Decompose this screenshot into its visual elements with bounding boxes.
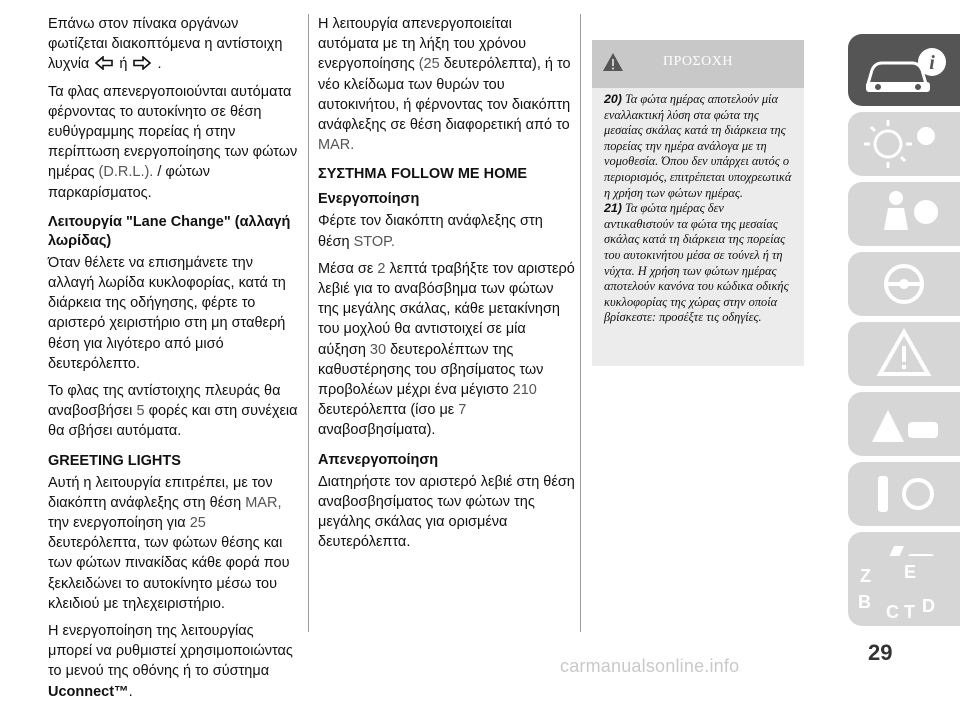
column-divider-right (580, 14, 581, 632)
paragraph-greeting-lights: Αυτή η λειτουργία επιτρέπει, με τον διακόπτη ανάφλεξης στη θέση MAR, την ενεργοποίηση για 25 δευτερόλεπτα, των φώτων θέσης και των φώτων πινακίδας κάθε φορά που ξεκλειδώνει το αυτοκίνητο μέσω του κλειδιού με τηλεχειριστήριο. (48, 474, 290, 612)
breakdown-icon (848, 392, 960, 456)
caution-note-21: 21) Τα φώτα ημέρας δεν αντικαθιστούν τα φώτα της μεσαίας σκάλας κατά τη διάρκεια της πορείας του αυτοκινήτου μέσα σε τούνελ ή τη νύχτα. Η χρήση των φώτων ημέρας αποτελούν κανόνα του κώδικα οδικής κυκλοφορίας της χώρας στην οποία βρίσκεστε: προσέξτε τις οδηγίες. (604, 201, 789, 325)
caution-header (592, 40, 804, 88)
caution-body (592, 88, 804, 326)
paragraph-indicator-lamp: Επάνω στον πίνακα οργάνων φωτίζεται διακοπτόμενα η αντίστοιχη λυχνία ή . (48, 16, 283, 73)
watermark: carmanualsonline.info (560, 656, 740, 676)
airbag-seatbelt-icon (848, 182, 960, 246)
paragraph-follow-me-timing: Μέσα σε 2 λεπτά τραβήξτε τον αριστερό λεβιέ για το αναβόσβημα των φώτων της μεγάλης σκάλας, κάθε μετακίνηση του μοχλού θα αντιστοιχεί σε μία αύξηση 30 δευτερολέπτων της καθυστέρησης του σβησίματος των προβολέων μέχρι ένα μέγιστο 210 δευτερόλεπτα (ίσο με 7 αναβοσβησίματα). (318, 260, 575, 439)
tab-knowing-your-car[interactable] (848, 34, 960, 106)
car-info-icon (848, 34, 960, 106)
right-turn-indicator-icon (133, 56, 151, 70)
tab-starting-driving[interactable] (848, 252, 960, 316)
paragraph-follow-me-off: Διατηρήστε τον αριστερό λεβιέ στη θέση αναβοσβησίματος των φώτων της μεγάλης σκάλας για ορισμένα δευτερόλεπτα. (318, 473, 575, 551)
heading-deactivation: Απενεργοποίηση (318, 451, 439, 468)
svg-text:i: i (929, 52, 935, 74)
steering-icon (848, 252, 960, 316)
column-divider-left (308, 14, 309, 632)
tab-safety[interactable] (848, 182, 960, 246)
column-2 (318, 14, 576, 559)
left-turn-indicator-icon (95, 56, 113, 70)
tab-emergency[interactable] (848, 392, 960, 456)
paragraph-ignition-stop: Φέρτε τον διακόπτη ανάφλεξης στη θέση STOP. (318, 213, 543, 250)
tab-lights[interactable] (848, 112, 960, 176)
heading-lane-change: Λειτουργία "Lane Change" (αλλαγή λωρίδας) (48, 213, 291, 249)
tab-maintenance[interactable] (848, 462, 960, 526)
svg-text:B: B (858, 592, 871, 612)
heading-activation: Ενεργοποίηση (318, 191, 420, 208)
caution-note-20: 20) Τα φώτα ημέρας αποτελούν μία εναλλακτική λύση στα φώτα της μεσαίας σκάλας κατά τη διάρκεια της πορείας την ημέρα ανάλογα με τη νομοθεσία. Όπου δεν υπάρχει αυτός ο περιορισμός, επιτρέπεται υποχρεωτικά η χρήση των φώτων ημέρας. (604, 92, 792, 200)
caution-title: ΠΡΟΣΟΧΗ (663, 54, 733, 69)
svg-text:D: D (922, 596, 935, 616)
svg-text:Z: Z (860, 566, 871, 586)
heading-follow-me-home: ΣΥΣΤΗΜΑ FOLLOW ME HOME (318, 166, 528, 183)
lights-icon (848, 112, 960, 176)
tab-warning-lights[interactable] (848, 322, 960, 386)
svg-text:T: T (904, 602, 915, 622)
paragraph-uconnect: Η ενεργοποίηση της λειτουργίας μπορεί να ρυθμιστεί χρησιμοποιώντας το μενού της οθόνης ή το σύστημα Uconnect™. (48, 623, 293, 700)
index-icon (848, 556, 960, 626)
tab-index[interactable] (848, 556, 960, 626)
paragraph-auto-cancel: Τα φλας απενεργοποιούνται αυτόματα φέρνοντας το αυτοκίνητο σε θέση ευθύγραμμης πορείας ή στην περίπτωση ενεργοποίησης των φώτων ημέρας (D.R.L.). / φώτων παρκαρίσματος. (48, 83, 298, 201)
warning-light-icon (848, 322, 960, 386)
paragraph-flash-count: Το φλας της αντίστοιχης πλευράς θα αναβοσβήσει 5 φορές και στη συνέχεια θα σβήσει αυτόματα. (48, 383, 298, 440)
paragraph-deactivation: Η λειτουργία απενεργοποιείται αυτόματα με τη λήξη του χρόνου ενεργοποίησης (25 δευτερόλεπτα), ή το νέο κλείδωμα των θυρών του αυτοκινήτου, ή φέρνοντας τον διακόπτη ανάφλεξης σε θέση διαφορετική από το MAR. (318, 16, 571, 154)
svg-text:C: C (886, 602, 899, 622)
heading-greeting-lights: GREETING LIGHTS (48, 452, 181, 469)
column-1 (48, 14, 300, 709)
caution-box (592, 40, 804, 366)
page-number: 29 (868, 640, 893, 665)
specs-icon (848, 462, 960, 526)
paragraph-lane-change: Όταν θέλετε να επισημάνετε την αλλαγή λωρίδα κυκλοφορίας, κατά τη διάρκεια της οδήγησης, φέρτε το αριστερό χειριστήριο στη μη σταθερή θέση για λιγότερο από μισό δευτερόλεπτο. (48, 254, 286, 372)
svg-text:E: E (904, 562, 917, 582)
